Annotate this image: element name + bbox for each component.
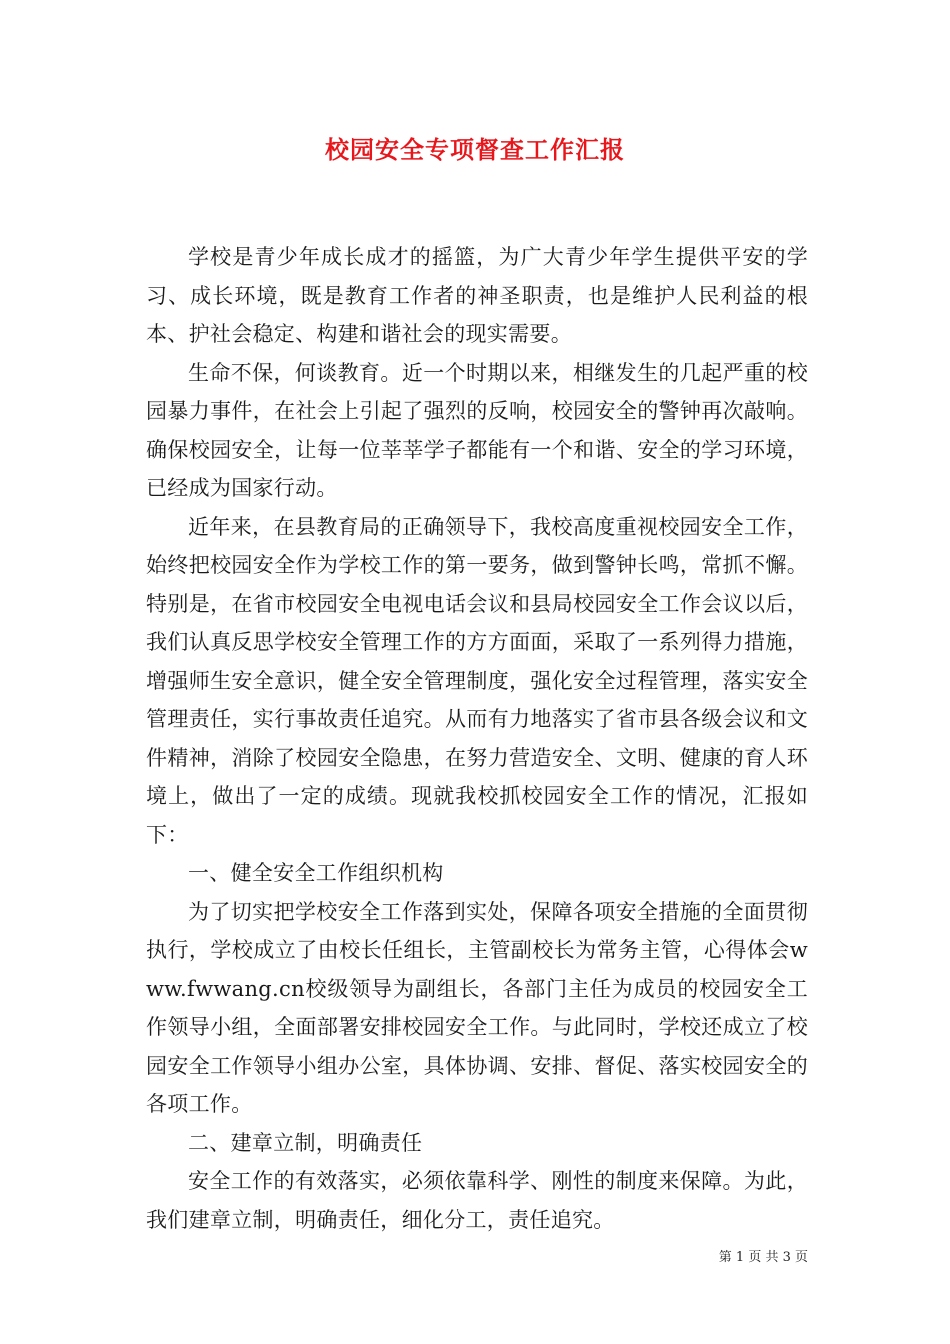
section-heading-1: 一、健全安全工作组织机构 — [188, 861, 444, 885]
section-heading-2: 二、建章立制，明确责任 — [188, 1130, 423, 1155]
document-body — [146, 238, 808, 1239]
paragraph-organization: 为了切实把学校安全工作落到实处，保障各项安全措施的全面贯彻执行，学校成立了由校长任组长，主管副校长为常务主管，心得体会www.fwwang.cn校级领导为副组长，各部门主任为成员的校园安全工作领导小组，全面部署安排校园安全工作。与此同时，学校还成立了校园安全工作领导小组办公室，具体协调、安排、督促、落实校园安全的各项工作。 — [146, 899, 808, 1116]
paragraph-recent-years: 近年来，在县教育局的正确领导下，我校高度重视校园安全工作，始终把校园安全作为学校工作的第一要务，做到警钟长鸣，常抓不懈。特别是，在省市校园安全电视电话会议和县局校园安全工作会议以后，我们认真反思学校安全管理工作的方方面面，采取了一系列得力措施，增强师生安全意识，健全安全管理制度，强化安全过程管理，落实安全管理责任，实行事故责任追究。从而有力地落实了省市县各级会议和文件精神，消除了校园安全隐患，在努力营造安全、文明、健康的育人环境上，做出了一定的成绩。现就我校抓校园安全工作的情况，汇报如下： — [146, 514, 808, 847]
paragraph-intro: 学校是青少年成长成才的摇篮，为广大青少年学生提供平安的学习、成长环境，既是教育工作者的神圣职责，也是维护人民利益的根本、护社会稳定、构建和谐社会的现实需要。 — [146, 245, 808, 346]
paragraph-regulations: 安全工作的有效落实，必须依靠科学、刚性的制度来保障。为此，我们建章立制，明确责任，细化分工，责任追究。 — [146, 1169, 808, 1232]
page-number: 第 1 页 共 3 页 — [718, 1250, 808, 1265]
document-title: 校园安全专项督查工作汇报 — [325, 135, 625, 164]
paragraph-life-safety: 生命不保，何谈教育。近一个时期以来，相继发生的几起严重的校园暴力事件，在社会上引起了强烈的反响，校园安全的警钟再次敲响。确保校园安全，让每一位莘莘学子都能有一个和谐、安全的学习环境，已经成为国家行动。 — [146, 360, 808, 500]
